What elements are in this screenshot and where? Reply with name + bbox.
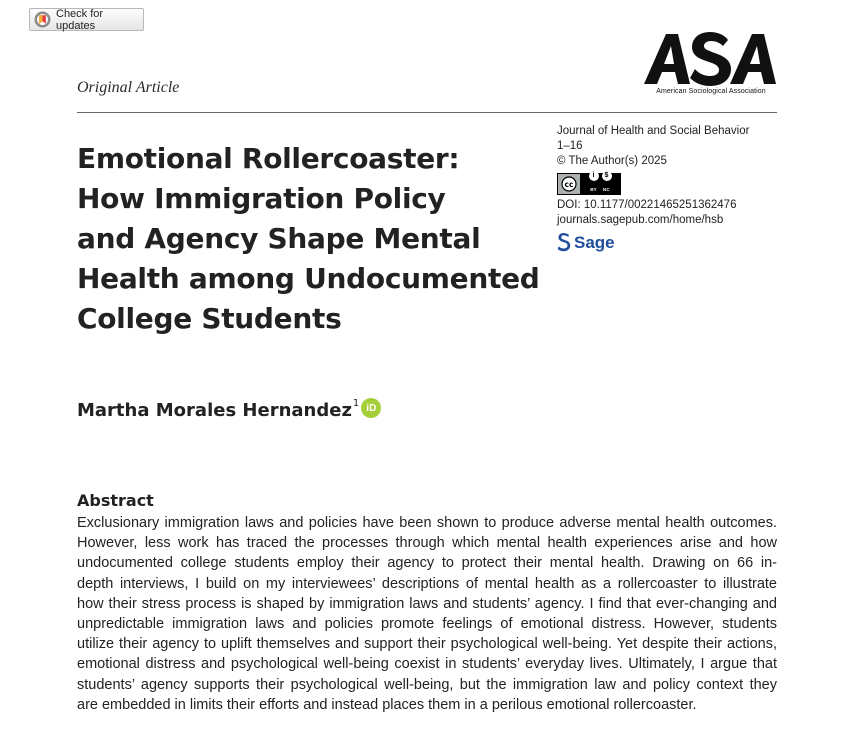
abstract-line: how their stress process is shaped by immigration laws and students’ agency. I find that ever-changing and	[77, 595, 777, 612]
title-line: College Students	[77, 302, 342, 335]
cc-label-by: BY	[590, 187, 597, 192]
asa-caption: American Sociological Association	[656, 88, 766, 95]
abstract-line: However, less work has traced the processes through which mental health experiences arise and how	[77, 535, 777, 552]
affiliation-mark: 1	[352, 398, 360, 409]
abstract-line: emotional distress and psychological well-being coexist in students’ everyday lives. Ultimately, I argue that	[77, 656, 777, 673]
sage-s-icon	[557, 232, 571, 252]
abstract-line: utilize their agency to uplift themselves and support their psychological well-being. Yet despite their actions,	[77, 636, 777, 653]
title-line: Emotional Rollercoaster:	[77, 142, 460, 175]
copyright: © The Author(s) 2025	[557, 155, 667, 167]
abstract-line: students’ agency supports their psychological well-being, but the immigration law and policy context they	[77, 676, 777, 693]
by-icon: i	[589, 171, 599, 181]
abstract-line: Exclusionary immigration laws and policies have been shown to produce adverse mental health outcomes.	[77, 515, 777, 531]
abstract-heading: Abstract	[77, 491, 154, 510]
sage-logo[interactable]	[557, 232, 777, 252]
journal-url-link[interactable]: journals.sagepub.com/home/hsb	[557, 214, 724, 226]
svg-text:cc: cc	[564, 180, 574, 189]
sage-wordmark: Sage	[574, 232, 615, 252]
check-for-updates-button[interactable]	[29, 8, 144, 31]
title-line: Health among Undocumented	[77, 262, 540, 295]
abstract-body	[77, 513, 777, 715]
doi-link[interactable]: DOI: 10.1177/00221465251362476	[557, 199, 737, 211]
title-line: and Agency Shape Mental	[77, 222, 481, 255]
crossmark-icon	[34, 11, 51, 28]
journal-name: Journal of Health and Social Behavior	[557, 125, 750, 137]
cc-by-nc-icon[interactable]	[557, 173, 621, 195]
cc-label-nc: NC	[602, 187, 610, 192]
orcid-icon[interactable]: iD	[361, 398, 381, 418]
author-line	[77, 400, 381, 421]
article-type: Original Article	[77, 79, 180, 96]
author-name: Martha Morales Hernandez	[77, 400, 352, 421]
cc-icon	[558, 174, 580, 194]
journal-info	[557, 124, 777, 252]
check-for-updates-label: Check for updates	[56, 7, 104, 32]
title-line: How Immigration Policy	[77, 182, 446, 215]
header-divider	[77, 112, 777, 113]
nc-icon: $	[602, 171, 612, 181]
abstract-line: unpredictable immigration laws and policies promote feelings of emotional distress. However, students	[77, 616, 777, 633]
abstract-line: depth interviews, I build on my interviewees’ descriptions of mental health as a rollercoaster to illustrate	[77, 575, 777, 592]
page-range: 1–16	[557, 140, 583, 152]
abstract-line: undocumented college students employ their agency to protect their mental health. Drawing on 66 in-	[77, 555, 777, 572]
article-title	[77, 139, 557, 339]
abstract-line: are embedded in limits their efforts and instead places them in a perilous emotional rollercoaster.	[77, 696, 697, 713]
